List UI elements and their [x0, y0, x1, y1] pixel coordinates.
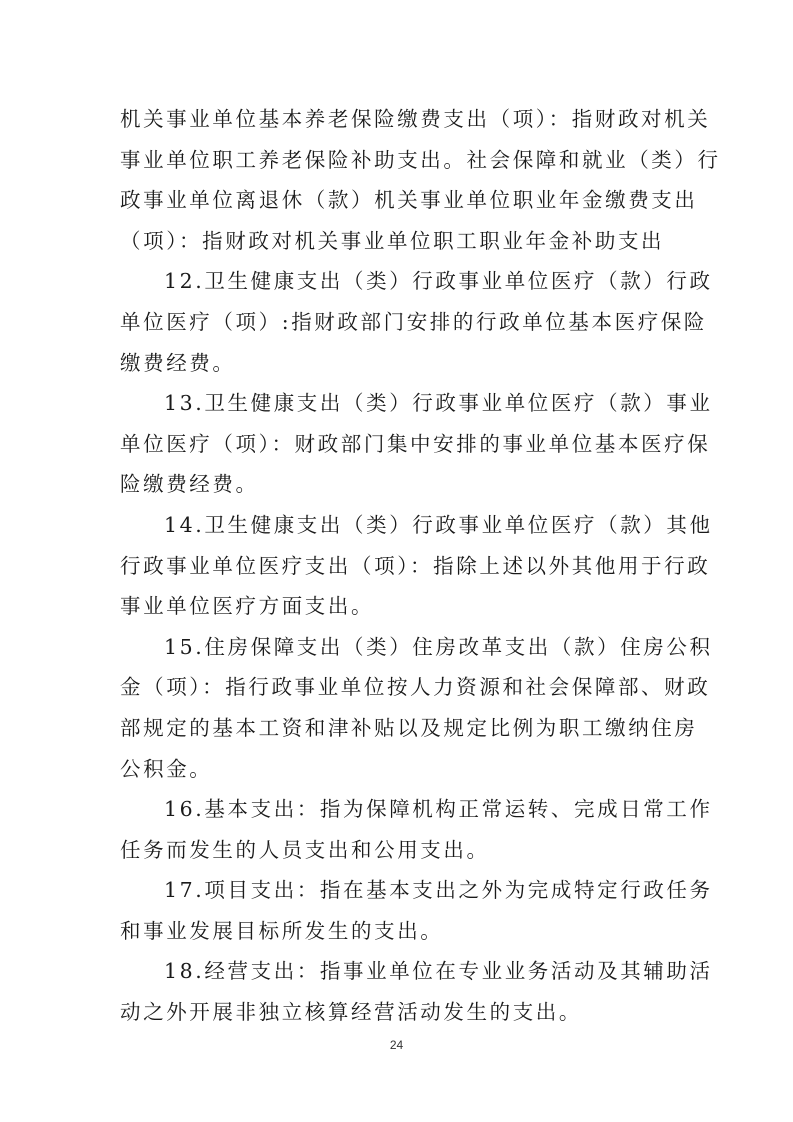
- text-line: 事业单位职工养老保险补助支出。社会保障和就业（类）行: [120, 147, 721, 172]
- text-line: 政事业单位离退休（款）机关事业单位职业年金缴费支出: [120, 188, 698, 213]
- text-line: 16.基本支出：指为保障机构正常运转、完成日常工作: [164, 797, 713, 822]
- text-line: 行政事业单位医疗支出（项）：指除上述以外其他用于行政: [120, 553, 711, 578]
- text-line: （项）：指财政对机关事业单位职工职业年金补助支出: [120, 228, 665, 253]
- text-line: 15.住房保障支出（类）住房改革支出（款）住房公积: [164, 634, 713, 659]
- text-line: 动之外开展非独立核算经营活动发生的支出。: [120, 1000, 582, 1025]
- text-line: 18.经营支出：指事业单位在专业业务活动及其辅助活: [164, 959, 713, 984]
- text-line: 金（项）：指行政事业单位按人力资源和社会保障部、财政: [120, 675, 711, 700]
- text-line: 任务而发生的人员支出和公用支出。: [120, 837, 490, 862]
- text-line: 14.卫生健康支出（类）行政事业单位医疗（款）其他: [164, 512, 713, 537]
- text-line: 缴费经费。: [120, 350, 236, 375]
- text-line: 和事业发展目标所发生的支出。: [120, 918, 444, 943]
- text-line: 单位医疗（项）：财政部门集中安排的事业单位基本医疗保: [120, 431, 711, 456]
- text-line: 单位医疗（项）:指财政部门安排的行政单位基本医疗保险: [120, 309, 708, 334]
- text-line: 险缴费经费。: [120, 472, 259, 497]
- text-line: 12.卫生健康支出（类）行政事业单位医疗（款）行政: [164, 269, 713, 294]
- page-number: 24: [389, 1038, 404, 1052]
- text-line: 公积金。: [120, 756, 213, 781]
- text-line: 13.卫生健康支出（类）行政事业单位医疗（款）事业: [164, 391, 713, 416]
- text-line: 部规定的基本工资和津补贴以及规定比例为职工缴纳住房: [120, 715, 698, 740]
- text-line: 事业单位医疗方面支出。: [120, 594, 375, 619]
- document-body: [120, 99, 721, 1033]
- text-line: 机关事业单位基本养老保险缴费支出（项）：指财政对机关: [120, 107, 711, 131]
- text-line: 17.项目支出：指在基本支出之外为完成特定行政任务: [164, 878, 713, 903]
